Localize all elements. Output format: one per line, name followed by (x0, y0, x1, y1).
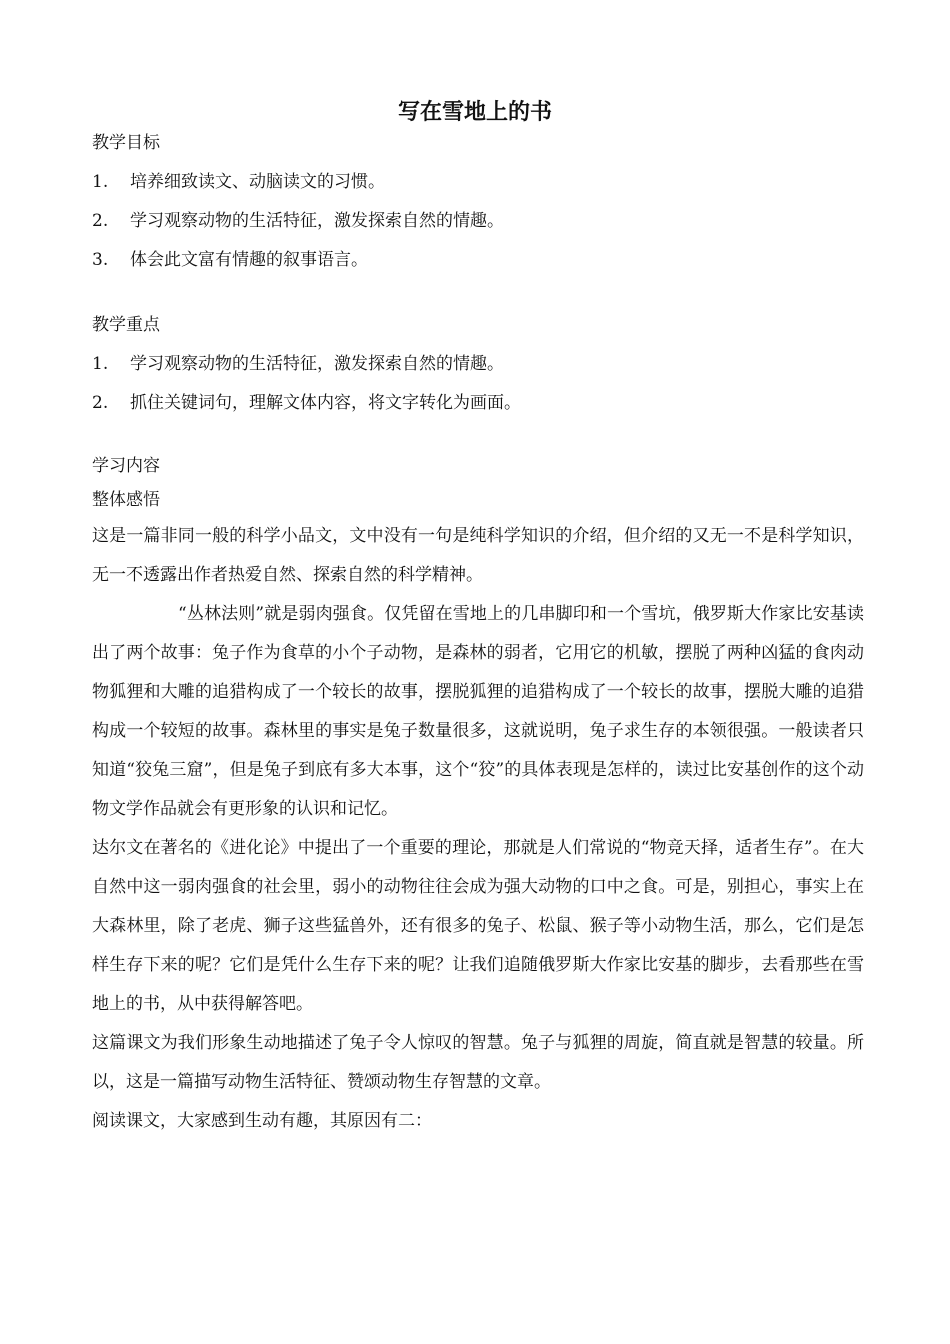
objectives-heading: 教学目标 (92, 133, 160, 153)
item-text: 学习观察动物的生活特征，激发探索自然的情趣。 (130, 211, 504, 231)
item-text: 培养细致读文、动脑读文的习惯。 (130, 172, 385, 192)
content-subheading: 整体感悟 (92, 490, 160, 510)
body-paragraph: 这是一篇非同一般的科学小品文，文中没有一句是纯科学知识的介绍，但介绍的又无一不是科学知识，无一不透露出作者热爱自然、探索自然的科学精神。 (92, 526, 864, 585)
key-points-heading: 教学重点 (92, 315, 160, 335)
body-paragraph: 阅读课文，大家感到生动有趣，其原因有二： (92, 1111, 432, 1131)
item-text: 体会此文富有情趣的叙事语言。 (130, 250, 368, 270)
body-paragraph: 这篇课文为我们形象生动地描述了兔子令人惊叹的智慧。兔子与狐狸的周旋，简直就是智慧的较量。所以，这是一篇描写动物生活特征、赞颂动物生存智慧的文章。 (92, 1033, 864, 1092)
document-title: 写在雪地上的书 (397, 99, 552, 125)
spacer (92, 280, 864, 306)
key-point-item (92, 384, 864, 423)
objective-item (92, 241, 864, 280)
objective-item (92, 202, 864, 241)
objective-item (92, 163, 864, 202)
body-paragraph: “丛林法则”就是弱肉强食。仅凭留在雪地上的几串脚印和一个雪坑，俄罗斯大作家比安基读出了两个故事：兔子作为食草的小个子动物，是森林的弱者，它用它的机敏，摆脱了两种凶猛的食肉动物狐狸和大雕的追猎构成了一个较长的故事，摆脱狐狸的追猎构成了一个较长的故事，摆脱大雕的追猎构成一个较短的故事。森林里的事实是兔子数量很多，这就说明，兔子求生存的本领很强。一般读者只知道“狡兔三窟”，但是兔子到底有多大本事，这个“狡”的具体表现是怎样的，读过比安基创作的这个动物文学作品就会有更形象的认识和记忆。 (92, 604, 864, 819)
item-text: 抓住关键词句，理解文体内容，将文字转化为画面。 (130, 393, 521, 413)
item-number: 3. (92, 250, 109, 270)
spacer (92, 423, 864, 449)
item-number: 2. (92, 393, 109, 413)
item-number: 2. (92, 211, 109, 231)
key-point-item (92, 345, 864, 384)
item-text: 学习观察动物的生活特征，激发探索自然的情趣。 (130, 354, 504, 374)
content-heading: 学习内容 (92, 456, 160, 476)
document-body (92, 124, 864, 1141)
item-number: 1. (92, 354, 109, 374)
item-number: 1. (92, 172, 109, 192)
body-paragraph: 达尔文在著名的《进化论》中提出了一个重要的理论，那就是人们常说的“物竞天择，适者生存”。在大自然中这一弱肉强食的社会里，弱小的动物往往会成为强大动物的口中之食。可是，别担心，事实上在大森林里，除了老虎、狮子这些猛兽外，还有很多的兔子、松鼠、猴子等小动物生活，那么，它们是怎样生存下来的呢？它们是凭什么生存下来的呢？让我们追随俄罗斯大作家比安基的脚步，去看那些在雪地上的书，从中获得解答吧。 (92, 838, 864, 1014)
